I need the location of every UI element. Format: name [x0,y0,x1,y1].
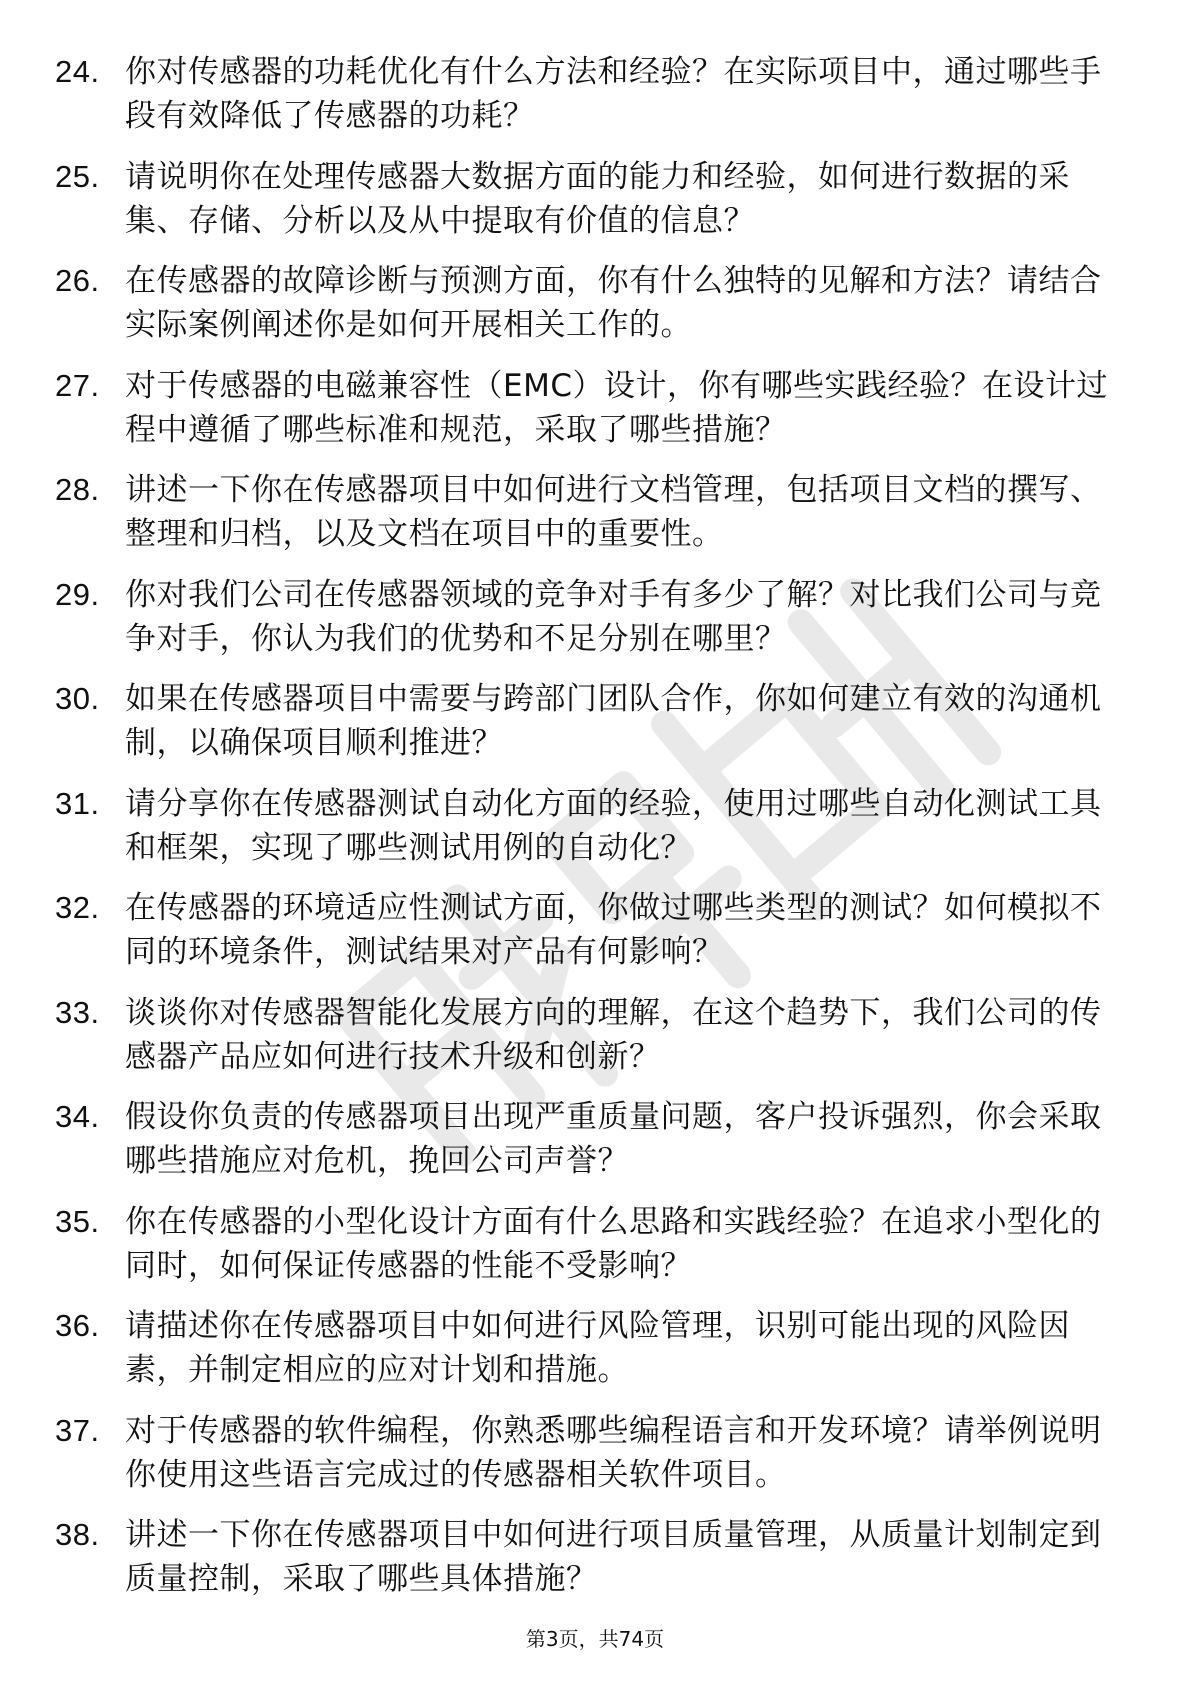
question-item [55,1200,1125,1288]
question-text: 请描述你在传感器项目中如何进行风险管理，识别可能出现的风险因素，并制定相应的应对计划和措施。 [125,1308,1070,1388]
question-text: 在传感器的故障诊断与预测方面，你有什么独特的见解和方法？请结合实际案例阐述你是如何开展相关工作的。 [125,263,1102,343]
question-number: 24. [55,54,100,89]
question-item [55,364,1125,452]
question-item [55,1095,1125,1183]
question-text: 在传感器的环境适应性测试方面，你做过哪些类型的测试？如何模拟不同的环境条件，测试结果对产品有何影响？ [125,890,1102,970]
question-item [55,468,1125,556]
question-item [55,1409,1125,1497]
question-number: 25. [55,158,100,194]
question-number: 28. [55,472,100,507]
question-number: 32. [55,890,100,925]
question-text: 如果在传感器项目中需要与跨部门团队合作，你如何建立有效的沟通机制，以确保项目顺利推进？ [125,681,1102,761]
question-item [55,991,1125,1079]
question-text: 你对我们公司在传感器领域的竞争对手有多少了解？对比我们公司与竞争对手，你认为我们的优势和不足分别在哪里？ [125,576,1102,657]
question-item [55,886,1125,974]
question-text: 讲述一下你在传感器项目中如何进行项目质量管理，从质量计划制定到质量控制，采取了哪些具体措施？ [125,1517,1102,1597]
question-number: 36. [55,1308,100,1343]
question-item [55,155,1125,243]
question-text: 对于传感器的软件编程，你熟悉哪些编程语言和开发环境？请举例说明你使用这些语言完成过的传感器相关软件项目。 [125,1412,1102,1493]
question-number: 26. [55,263,100,298]
page-number-label: 第3页，共74页 [525,1627,665,1651]
page-footer [0,1625,1190,1653]
question-text: 谈谈你对传感器智能化发展方向的理解，在这个趋势下，我们公司的传感器产品应如何进行技术升级和创新？ [125,994,1102,1075]
question-item [55,1304,1125,1392]
question-item [55,50,1125,138]
question-number: 29. [55,576,100,612]
question-text: 你对传感器的功耗优化有什么方法和经验？在实际项目中，通过哪些手段有效降低了传感器的功耗？ [125,54,1102,134]
question-text: 假设你负责的传感器项目出现严重质量问题，客户投诉强烈，你会采取哪些措施应对危机，挽回公司声誉？ [125,1099,1102,1179]
question-text: 对于传感器的电磁兼容性（EMC）设计，你有哪些实践经验？在设计过程中遵循了哪些标准和规范，采取了哪些措施？ [125,367,1108,448]
question-number: 33. [55,994,100,1030]
question-number: 38. [55,1517,100,1552]
question-item [55,677,1125,765]
question-text: 请说明你在处理传感器大数据方面的能力和经验，如何进行数据的采集、存储、分析以及从中提取有价值的信息？ [125,158,1070,239]
question-item [55,1513,1125,1601]
question-item [55,782,1125,870]
question-item [55,573,1125,661]
question-number: 30. [55,681,100,716]
question-text: 讲述一下你在传感器项目中如何进行文档管理，包括项目文档的撰写、整理和归档，以及文档在项目中的重要性。 [125,472,1102,552]
question-number: 34. [55,1099,100,1134]
question-number: 31. [55,785,100,821]
question-item [55,259,1125,347]
question-number: 35. [55,1203,100,1239]
question-number: 37. [55,1412,100,1448]
question-text: 你在传感器的小型化设计方面有什么思路和实践经验？在追求小型化的同时，如何保证传感器的性能不受影响？ [125,1203,1102,1284]
question-list [55,50,1125,1618]
question-text: 请分享你在传感器测试自动化方面的经验，使用过哪些自动化测试工具和框架，实现了哪些测试用例的自动化？ [125,785,1102,866]
question-number: 27. [55,367,100,403]
